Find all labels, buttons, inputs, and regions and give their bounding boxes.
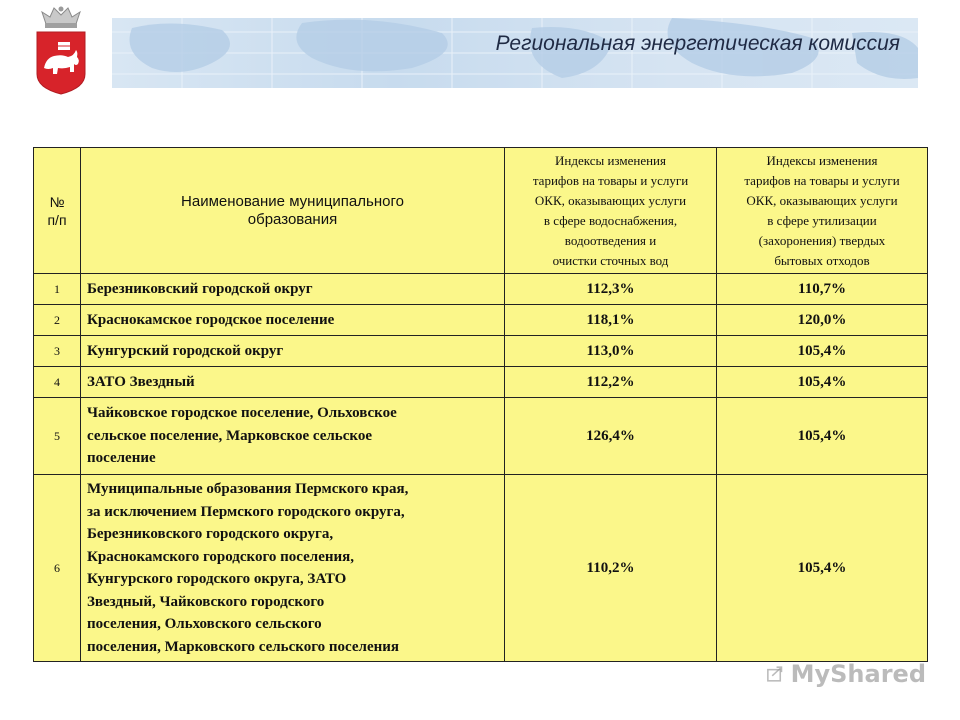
row-number: 2 — [34, 305, 81, 336]
municipality-name-line: поселения, Марковского сельского поселения — [87, 638, 400, 655]
municipality-name-line: Муниципальные образования Пермского края, — [87, 481, 409, 497]
header-number — [34, 148, 81, 274]
municipality-name — [81, 367, 505, 398]
waste-index-value: 105,4% — [717, 367, 928, 398]
table-row — [34, 336, 928, 367]
waste-index-value: 105,4% — [717, 398, 928, 475]
header-waste-line: Индексы изменения — [766, 152, 878, 168]
row-number: 6 — [34, 475, 81, 662]
coat-of-arms-logo — [32, 4, 90, 96]
table-header-row — [34, 148, 928, 274]
page-title: Региональная энергетическая комиссия — [495, 32, 900, 55]
water-index-value: 113,0% — [505, 336, 717, 367]
header-number-line: № — [49, 193, 65, 210]
water-index-value: 112,2% — [505, 367, 717, 398]
header-municipality-name — [81, 148, 505, 274]
header-water-index — [505, 148, 717, 274]
row-number: 1 — [34, 274, 81, 305]
water-index-value: 126,4% — [505, 398, 717, 475]
municipality-name-line: Чайковское городское поселение, Ольховское — [87, 405, 397, 422]
header-water-line: водоотведения и — [564, 232, 657, 248]
header-water-line: Индексы изменения — [554, 152, 666, 168]
table-row — [34, 475, 928, 662]
municipality-name-line: за исключением Пермского городского округа, — [87, 503, 405, 520]
municipality-name-line: поселения, Ольховского сельского — [87, 616, 322, 632]
row-number: 5 — [34, 398, 81, 475]
municipality-name-line: Кунгурского городского округа, ЗАТО — [87, 571, 347, 587]
municipality-name-line: Березниковский городской округ — [87, 280, 313, 297]
municipality-name — [81, 336, 505, 367]
header-waste-line: (захоронения) твердых — [758, 232, 886, 248]
header-number-line: п/п — [47, 211, 67, 228]
header-waste-index — [717, 148, 928, 274]
table-row — [34, 274, 928, 305]
municipality-name — [81, 305, 505, 336]
header-name-line: образования — [247, 210, 338, 228]
water-index-value: 112,3% — [505, 274, 717, 305]
waste-index-value: 110,7% — [717, 274, 928, 305]
municipality-name — [81, 274, 505, 305]
watermark-text: MyShared — [790, 660, 926, 688]
header-water-line: в сфере водоснабжения, — [543, 212, 678, 228]
waste-index-value: 120,0% — [717, 305, 928, 336]
municipality-name-line: ЗАТО Звездный — [87, 373, 195, 390]
waste-index-value: 105,4% — [717, 475, 928, 662]
header-water-line: тарифов на товары и услуги — [532, 172, 689, 188]
municipality-name — [81, 398, 505, 475]
table-row — [34, 367, 928, 398]
watermark — [766, 652, 926, 696]
share-icon — [766, 659, 785, 689]
table-row — [34, 398, 928, 475]
municipality-name-line: Березниковского городского округа, — [87, 526, 334, 542]
municipality-name — [81, 475, 505, 662]
municipality-name-line: Кунгурский городской округ — [87, 342, 284, 359]
header-banner — [112, 18, 918, 88]
water-index-value: 110,2% — [505, 475, 717, 662]
municipality-name-line: Краснокамское городское поселение — [87, 311, 335, 328]
header-water-line: очистки сточных вод — [552, 252, 669, 268]
header-name-line: Наименование муниципального — [181, 192, 404, 210]
waste-index-value: 105,4% — [717, 336, 928, 367]
header-waste-line: бытовых отходов — [774, 252, 870, 268]
table-row — [34, 305, 928, 336]
header-waste-line: в сфере утилизации — [767, 212, 877, 228]
header-waste-line: тарифов на товары и услуги — [744, 172, 900, 188]
tariff-index-table — [33, 147, 928, 662]
municipality-name-line: поселение — [87, 450, 156, 467]
municipality-name-line: Краснокамского городского поселения, — [87, 548, 355, 565]
municipality-name-line: Звездный, Чайковского городского — [87, 593, 325, 610]
row-number: 4 — [34, 367, 81, 398]
row-number: 3 — [34, 336, 81, 367]
header-water-line: ОКК, оказывающих услуги — [534, 192, 687, 208]
municipality-name-line: сельское поселение, Марковское сельское — [87, 427, 372, 444]
water-index-value: 118,1% — [505, 305, 717, 336]
header-waste-line: ОКК, оказывающих услуги — [746, 192, 898, 208]
